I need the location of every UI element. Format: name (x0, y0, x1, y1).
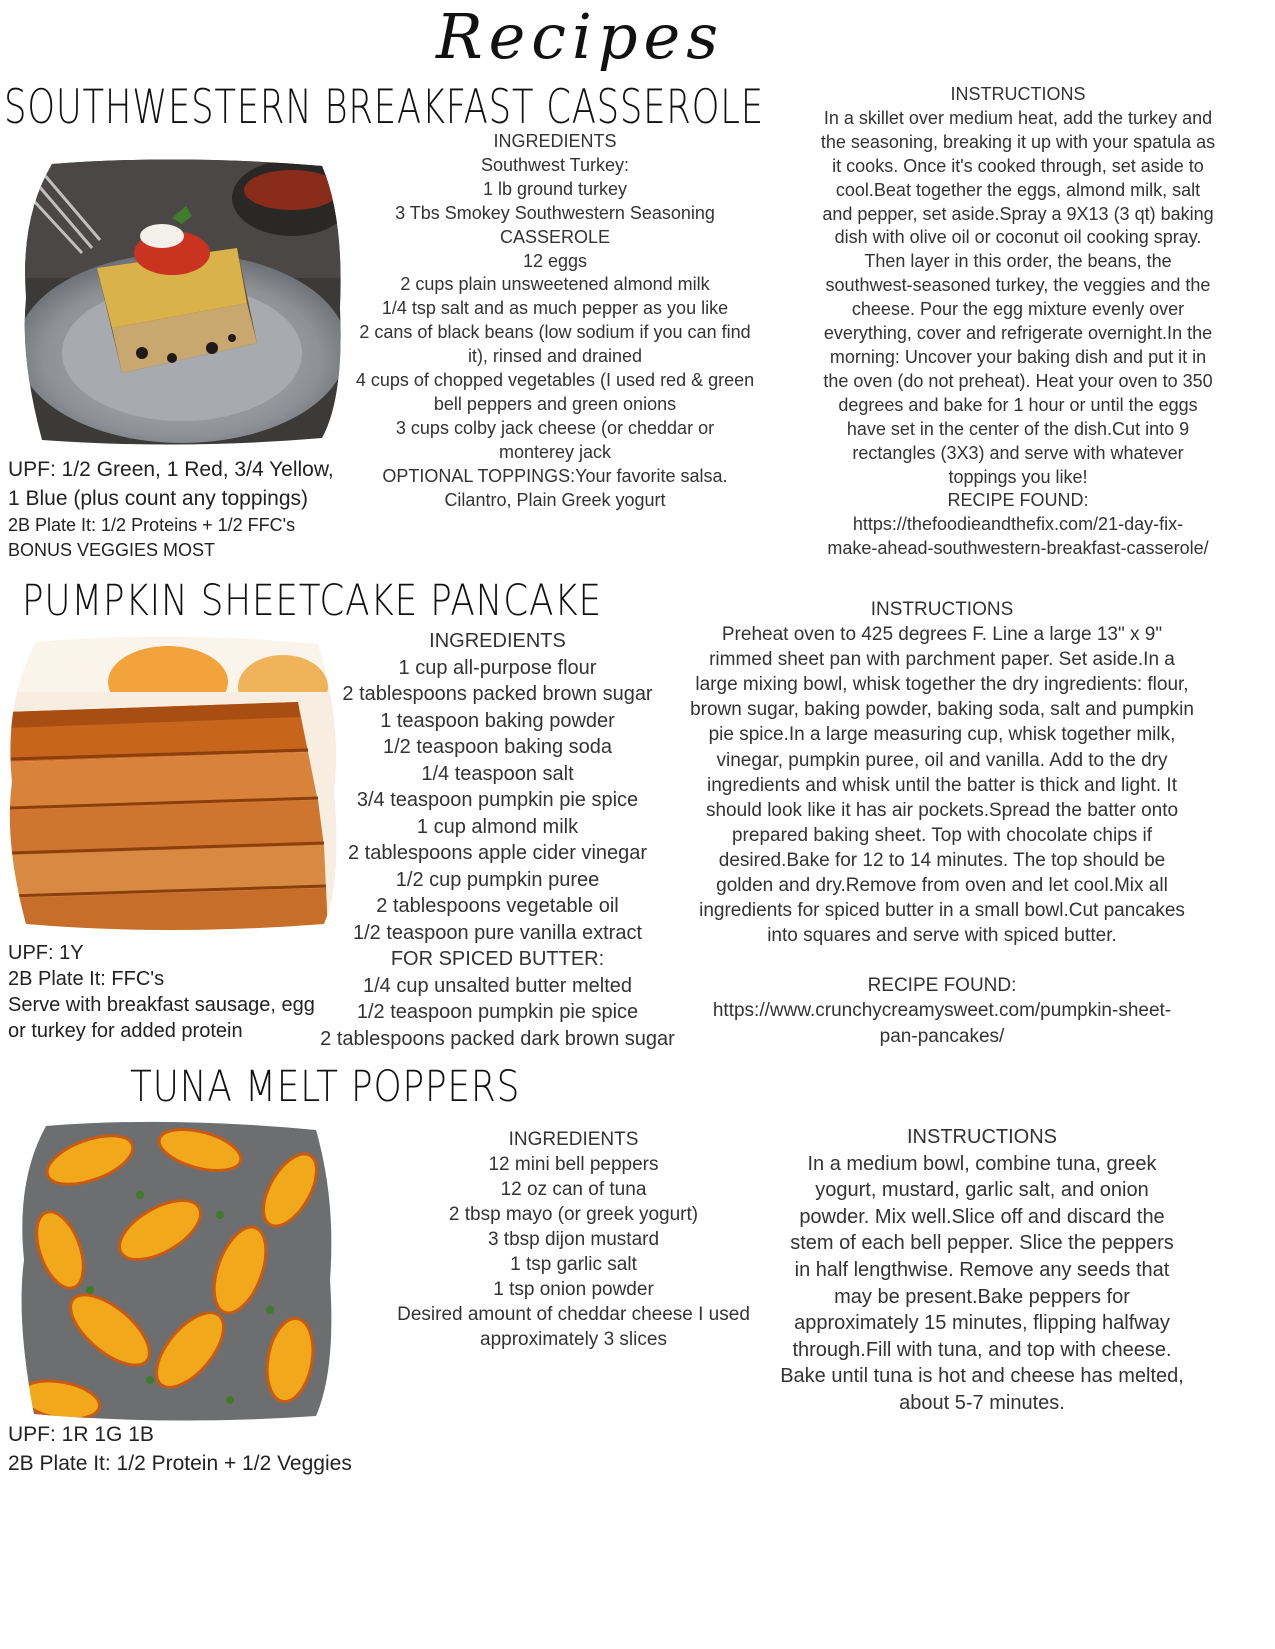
ingredient-line: 2 tbsp mayo (or greek yogurt) (448, 1204, 699, 1225)
ingredient-line: 12 oz can of tuna (500, 1179, 647, 1200)
instruction-line: should look like it has air pockets.Spread the batter onto (705, 799, 1179, 821)
ingredient-line: 12 mini bell peppers (488, 1154, 659, 1175)
casserole-photo (22, 158, 342, 446)
recipe-title-pancake: PUMPKIN SHEETCAKE PANCAKE (22, 576, 602, 626)
ingredient-line: 1 cup almond milk (416, 815, 579, 838)
ingredient-line: 2 tablespoons packed brown sugar (342, 683, 653, 705)
ingredient-line: 4 cups of chopped vegetables (I used red & green (355, 370, 755, 391)
ingredients-pancake (300, 628, 695, 1052)
ingredient-line: 1/2 teaspoon pure vanilla extract (352, 921, 643, 944)
instruction-line: brown sugar, baking powder, baking soda, salt and pumpkin (690, 699, 1194, 721)
instruction-line: toppings you like! (948, 466, 1088, 487)
ingredient-line: it), rinsed and drained (467, 346, 643, 367)
ingredient-line: 1 teaspoon baking powder (380, 709, 615, 732)
ingredient-line: approximately 3 slices (480, 1329, 667, 1350)
ingredients-tuna (376, 1127, 771, 1352)
plate-note: 2B Plate It: FFC's (8, 968, 165, 990)
instruction-line: in half lengthwise. Remove any seeds that (794, 1258, 1170, 1281)
recipe-source-link[interactable]: pan-pancakes/ (879, 1025, 1005, 1047)
instruction-line: yogurt, mustard, garlic salt, and onion (815, 1179, 1149, 1202)
ingredient-line: 3/4 teaspoon pumpkin pie spice (356, 789, 639, 811)
ingredient-line: 12 eggs (522, 250, 588, 271)
instruction-line: ingredients for spiced butter in a small bowl.Cut pancakes (699, 900, 1185, 922)
ingredient-line: 1 tsp onion powder (493, 1279, 654, 1300)
notes-pancake (8, 940, 315, 1044)
instructions-heading: INSTRUCTIONS (870, 599, 1014, 620)
plate-note: 2B Plate It: 1/2 Protein + 1/2 Veggies (8, 1452, 352, 1475)
ingredients-heading: INGREDIENTS (508, 1129, 639, 1150)
instruction-line: the seasoning, breaking it up with your spatula as (820, 131, 1216, 152)
recipe-title-tuna: TUNA MELT POPPERS (130, 1062, 521, 1112)
ingredient-line: 3 cups colby jack cheese (or cheddar or (395, 417, 715, 438)
ingredient-line: 1/2 teaspoon baking soda (382, 736, 613, 758)
ingredient-line: 1 cup all-purpose flour (398, 656, 597, 679)
ingredient-line: Southwest Turkey: (480, 154, 630, 175)
instruction-line: rimmed sheet pan with parchment paper. Set aside.In a (709, 649, 1175, 671)
instruction-line: pie spice.In a large measuring cup, whisk together milk, (708, 724, 1176, 746)
ingredient-line: 1 lb ground turkey (482, 178, 628, 199)
upf-note: UPF: 1/2 Green, 1 Red, 3/4 Yellow, (8, 458, 334, 481)
upf-note: UPF: 1Y (8, 942, 84, 964)
pancake-photo (8, 632, 338, 932)
instruction-line: may be present.Bake peppers for (834, 1285, 1130, 1308)
instruction-line: prepared baking sheet. Top with chocolate chips if (731, 824, 1153, 846)
ingredient-line: monterey jack (498, 441, 612, 462)
instruction-line: have set in the center of the dish.Cut into 9 (846, 418, 1190, 439)
instructions-casserole (778, 83, 1258, 561)
recipe-found-label: RECIPE FOUND: (947, 490, 1089, 511)
instruction-line: dish with olive oil or coconut oil cooking spray. (834, 227, 1202, 248)
notes-casserole (8, 455, 334, 563)
recipe-source-link[interactable]: https://thefoodieandthefix.com/21-day-fix- (852, 514, 1184, 535)
ingredient-line: Cilantro, Plain Greek yogurt (444, 489, 666, 510)
page-title: Recipes (435, 0, 725, 73)
ingredient-line: 2 tablespoons apple cider vinegar (347, 842, 648, 864)
recipe-source-link[interactable]: https://www.crunchycreamysweet.com/pumpkin-sheet- (712, 1000, 1172, 1022)
instruction-line: morning: Uncover your baking dish and put it in (829, 346, 1207, 367)
ingredient-line: 2 cans of black beans (low sodium if you can find (359, 322, 751, 343)
instructions-heading: INSTRUCTIONS (950, 84, 1086, 104)
instruction-line: powder. Mix well.Slice off and discard the (799, 1205, 1165, 1228)
ingredient-line: 1/2 cup pumpkin puree (395, 868, 600, 891)
ingredient-line: 3 Tbs Smokey Southwestern Seasoning (395, 202, 715, 223)
instruction-line: Preheat oven to 425 degrees F. Line a large 13" x 9" (721, 624, 1163, 646)
upf-note: 1 Blue (plus count any toppings) (8, 487, 309, 510)
instruction-line: into squares and serve with spiced butter. (767, 925, 1117, 947)
ingredient-line: Desired amount of cheddar cheese I used (397, 1304, 750, 1325)
ingredient-line: 1/4 tsp salt and as much pepper as you like (381, 298, 729, 319)
instructions-pancake (682, 597, 1202, 1049)
ingredient-line: bell peppers and green onions (433, 393, 677, 414)
spacer-line (682, 948, 1202, 973)
instruction-line: and pepper, set aside.Spray a 9X13 (3 qt) baking (822, 203, 1214, 224)
recipe-source-link[interactable]: make-ahead-southwestern-breakfast-casserole/ (827, 538, 1209, 559)
ingredients-casserole (340, 130, 770, 513)
instruction-line: golden and dry.Remove from oven and let cool.Mix all (716, 875, 1168, 897)
ingredient-line: OPTIONAL TOPPINGS:Your favorite salsa. (382, 465, 728, 486)
instructions-heading: INSTRUCTIONS (907, 1126, 1057, 1148)
recipe-found-label: RECIPE FOUND: (867, 975, 1017, 997)
notes-tuna (8, 1420, 352, 1478)
plate-note: 2B Plate It: 1/2 Proteins + 1/2 FFC's (8, 515, 296, 535)
tuna-poppers-photo (20, 1120, 332, 1422)
instruction-line: In a medium bowl, combine tuna, greek (807, 1152, 1157, 1175)
instructions-tuna (762, 1124, 1202, 1417)
instruction-line: ingredients and whisk until the batter is thick and light. It (707, 774, 1177, 796)
ingredient-line: 2 cups plain unsweetened almond milk (400, 274, 710, 295)
instruction-line: the oven (do not preheat). Heat your oven to 350 (823, 370, 1213, 391)
ingredient-line: 2 tablespoons packed dark brown sugar (320, 1027, 675, 1050)
ingredient-line: 1 tsp garlic salt (510, 1254, 637, 1275)
serving-note: Serve with breakfast sausage, egg (8, 994, 315, 1016)
instruction-line: In a skillet over medium heat, add the turkey and (823, 107, 1213, 128)
instruction-line: desired.Bake for 12 to 14 minutes. The top should be (718, 849, 1166, 871)
ingredient-line: 2 tablespoons vegetable oil (376, 895, 619, 917)
instruction-line: southwest-seasoned turkey, the veggies and the (825, 275, 1211, 296)
instruction-line: it cooks. Once it's cooked through, set aside to (832, 155, 1204, 176)
instruction-line: about 5-7 minutes. (899, 1391, 1065, 1414)
instruction-line: Then layer in this order, the beans, the (864, 251, 1172, 272)
instruction-line: approximately 15 minutes, flipping halfway (794, 1312, 1170, 1335)
instruction-line: Bake until tuna is hot and cheese has melted, (780, 1365, 1184, 1388)
ingredient-line: 1/4 teaspoon salt (421, 762, 574, 785)
ingredient-line: 1/2 teaspoon pumpkin pie spice (356, 1001, 639, 1023)
ingredient-line: 1/4 cup unsalted butter melted (362, 974, 633, 997)
instruction-line: everything, cover and refrigerate overnight.In the (823, 323, 1213, 344)
instruction-line: cheese. Pour the egg mixture evenly over (851, 299, 1185, 320)
bonus-note: BONUS VEGGIES MOST (8, 540, 216, 560)
instruction-line: through.Fill with tuna, and top with cheese. (792, 1338, 1172, 1361)
instruction-line: large mixing bowl, whisk together the dry ingredients: flour, (695, 674, 1189, 696)
instruction-line: rectangles (3X3) and serve with whatever (852, 442, 1184, 463)
instruction-line: degrees and bake for 1 hour or until the eggs (838, 394, 1198, 415)
ingredients-heading: INGREDIENTS (429, 630, 566, 652)
instruction-line: stem of each bell pepper. Slice the peppers (790, 1232, 1174, 1255)
instruction-line: cool.Beat together the eggs, almond milk, salt (835, 179, 1201, 200)
instruction-line: vinegar, pumpkin puree, oil and vanilla. Add to the dry (716, 749, 1168, 771)
serving-note: or turkey for added protein (8, 1020, 243, 1042)
ingredients-heading: INGREDIENTS (493, 131, 617, 151)
upf-note: UPF: 1R 1G 1B (8, 1423, 154, 1446)
ingredient-line: CASSEROLE (499, 226, 611, 247)
ingredient-line: FOR SPICED BUTTER: (390, 948, 605, 970)
recipe-title-casserole: SOUTHWESTERN BREAKFAST CASSEROLE (4, 80, 764, 135)
ingredient-line: 3 tbsp dijon mustard (487, 1229, 660, 1250)
